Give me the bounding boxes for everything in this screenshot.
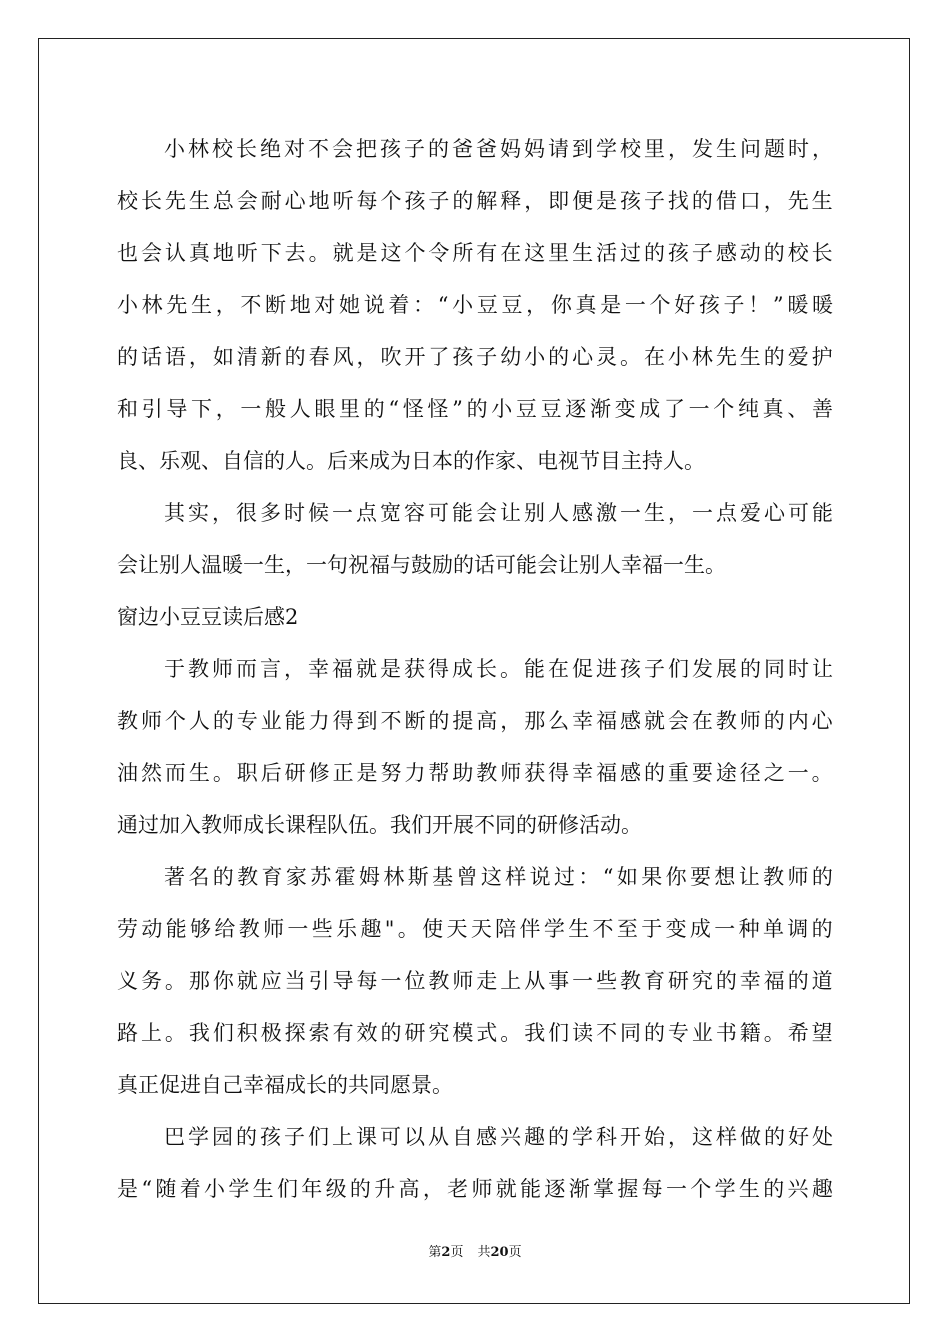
paragraph-line: 会让别人温暖一生，一句祝福与鼓励的话可能会让别人幸福一生。 bbox=[117, 553, 726, 577]
paragraph-line: 教 师 个 人 的 专 业 能 力 得 到 不 断 的 提 高 ， 那 么 幸 福 感 就 会 在 教 师 的 内 心 bbox=[117, 709, 833, 733]
total-prefix: 共 bbox=[477, 1245, 491, 1260]
paragraph-line: 油 然 而 生 。 职 后 研 修 正 是 努 力 帮 助 教 师 获 得 幸 福 感 的 重 要 途 径 之 一 。 bbox=[117, 761, 833, 785]
paragraph-line: 的 话 语 ， 如 清 新 的 春 风 ， 吹 开 了 孩 子 幼 小 的 心 灵 。 在 小 林 先 生 的 爱 护 bbox=[117, 345, 833, 369]
paragraph-line: 校 长 先 生 总 会 耐 心 地 听 每 个 孩 子 的 解 释 ， 即 便 是 孩 子 找 的 借 口 ， 先 生 bbox=[117, 189, 833, 213]
page-prefix: 第 bbox=[428, 1245, 442, 1260]
paragraph-line: 良、乐观、自信的人。后来成为日本的作家、电视节目主持人。 bbox=[117, 449, 705, 473]
paragraph-line: 也 会 认 真 地 听 下 去 。 就 是 这 个 令 所 有 在 这 里 生 活 过 的 孩 子 感 动 的 校 长 bbox=[117, 241, 833, 265]
page-footer bbox=[0, 1244, 950, 1262]
paragraph-line: 劳 动 能 够 给 教 师 一 些 乐 趣 " 。 使 天 天 陪 伴 学 生 不 至 于 变 成 一 种 单 调 的 bbox=[117, 917, 833, 941]
document-body bbox=[117, 123, 833, 1215]
paragraph-line: 其 实 ， 很 多 时 候 一 点 宽 容 可 能 会 让 别 人 感 激 一 生 ， 一 点 爱 心 可 能 bbox=[164, 501, 833, 525]
paragraph-line: 巴 学 园 的 孩 子 们 上 课 可 以 从 自 感 兴 趣 的 学 科 开 始 ， 这 样 做 的 好 处 bbox=[164, 1125, 833, 1149]
page-number: 2 bbox=[441, 1245, 451, 1260]
paragraph-line: 和 引 导 下 ， 一 般 人 眼 里 的 “ 怪 怪 ” 的 小 豆 豆 逐 渐 变 成 了 一 个 纯 真 、 善 bbox=[117, 397, 833, 421]
paragraph-line: 真正促进自己幸福成长的共同愿景。 bbox=[117, 1073, 453, 1097]
paragraph-line: 路 上 。 我 们 积 极 探 索 有 效 的 研 究 模 式 。 我 们 读 不 同 的 专 业 书 籍 。 希 望 bbox=[117, 1021, 833, 1045]
total-pages: 20 bbox=[490, 1245, 509, 1260]
paragraph-line: 小 林 校 长 绝 对 不 会 把 孩 子 的 爸 爸 妈 妈 请 到 学 校 里 ， 发 生 问 题 时 ， bbox=[164, 137, 833, 161]
paragraph-line: 义 务 。 那 你 就 应 当 引 导 每 一 位 教 师 走 上 从 事 一 些 教 育 研 究 的 幸 福 的 道 bbox=[117, 969, 833, 993]
paragraph-line: 通过加入教师成长课程队伍。我们开展不同的研修活动。 bbox=[117, 813, 642, 837]
paragraph-line: 著 名 的 教 育 家 苏 霍 姆 林 斯 基 曾 这 样 说 过 ： “ 如 果 你 要 想 让 教 师 的 bbox=[164, 865, 833, 889]
section-heading: 窗边小豆豆读后感2 bbox=[117, 605, 299, 629]
page-suffix: 页 bbox=[450, 1245, 464, 1260]
paragraph-line: 于 教 师 而 言 ， 幸 福 就 是 获 得 成 长 。 能 在 促 进 孩 子 们 发 展 的 同 时 让 bbox=[164, 657, 833, 681]
paragraph-line: 小 林 先 生 ， 不 断 地 对 她 说 着 ： “ 小 豆 豆 ， 你 真 是 一 个 好 孩 子 ！ ” 暖 暖 bbox=[117, 293, 833, 317]
total-suffix: 页 bbox=[508, 1245, 522, 1260]
paragraph-line: 是 “ 随 着 小 学 生 们 年 级 的 升 高 ， 老 师 就 能 逐 渐 掌 握 每 一 个 学 生 的 兴 趣 bbox=[117, 1177, 833, 1201]
